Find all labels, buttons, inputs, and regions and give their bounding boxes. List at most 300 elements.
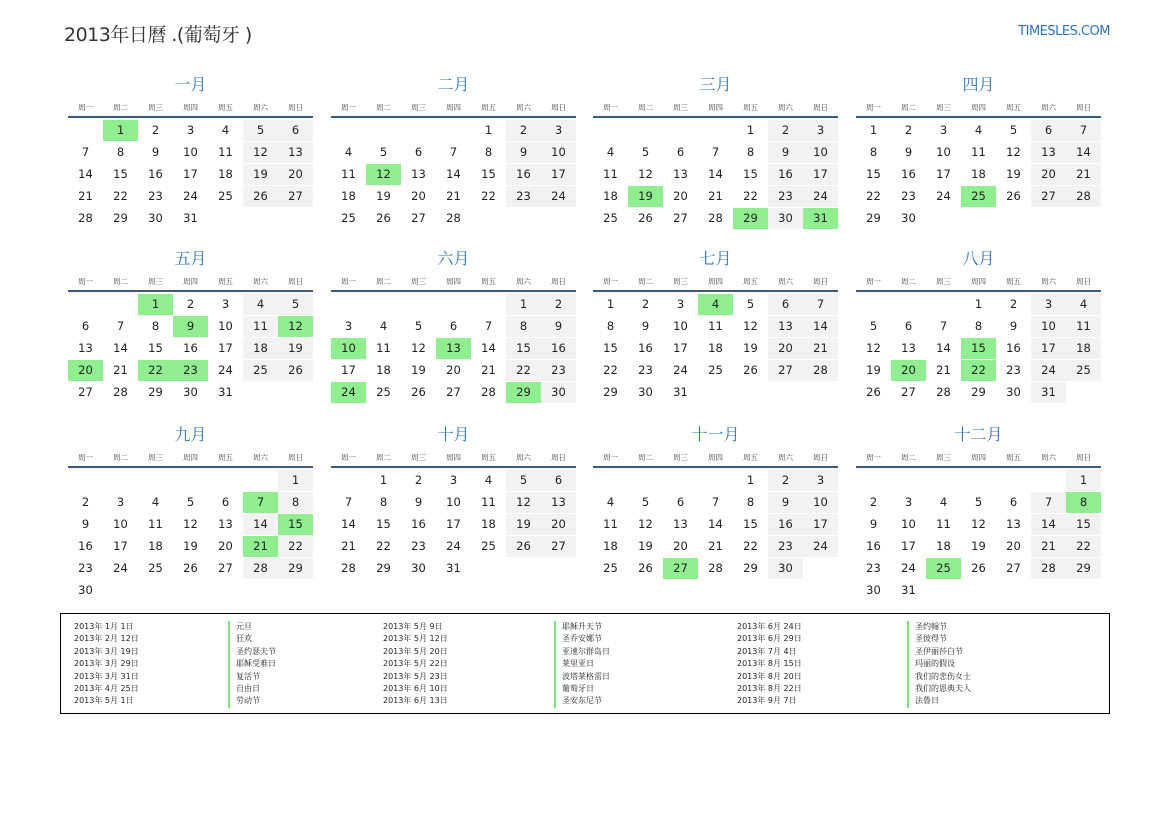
- page-title: 2013年日曆 .(葡萄牙 ): [64, 24, 252, 46]
- day-cell: 31: [1031, 382, 1066, 403]
- day-cell: 18: [218, 167, 233, 181]
- day-cell: 29: [971, 385, 986, 399]
- day-cell: 12: [278, 316, 313, 337]
- holiday-name: 圣伊丽莎白节: [915, 646, 963, 656]
- day-cell: 14: [1066, 142, 1101, 163]
- weekday-label: 周六: [253, 277, 268, 286]
- weekday-label: 周二: [901, 103, 916, 112]
- day-cell: 21: [708, 539, 723, 553]
- day-cell: 25: [926, 558, 961, 579]
- day-cell: 29: [733, 208, 768, 229]
- day-cell: 13: [218, 517, 233, 531]
- day-cell: 16: [768, 514, 803, 535]
- weekday-label: 周三: [673, 277, 688, 286]
- day-cell: 21: [341, 539, 356, 553]
- holiday-date: 2013年 5月 23日: [383, 671, 448, 681]
- day-cell: 12: [638, 517, 653, 531]
- weekday-label: 周四: [183, 277, 198, 286]
- day-cell: 2: [768, 470, 803, 491]
- day-cell: 26: [866, 385, 881, 399]
- day-cell: 11: [603, 517, 618, 531]
- day-cell: 7: [711, 495, 720, 509]
- day-cell: 28: [708, 211, 723, 225]
- day-cell: 18: [1066, 338, 1101, 359]
- day-cell: 12: [971, 517, 986, 531]
- holiday-date: 2013年 6月 10日: [383, 683, 448, 693]
- day-cell: 8: [746, 495, 755, 509]
- day-cell: 22: [278, 536, 313, 557]
- day-cell: 15: [743, 167, 758, 181]
- day-cell: 28: [1066, 186, 1101, 207]
- day-cell: 31: [673, 385, 688, 399]
- day-cell: 31: [446, 561, 461, 575]
- day-cell: 2: [869, 495, 878, 509]
- day-cell: 31: [218, 385, 233, 399]
- day-cell: 7: [803, 294, 838, 315]
- day-cell: 2: [904, 123, 913, 137]
- holiday-date: 2013年 3月 19日: [74, 646, 139, 656]
- day-cell: 5: [641, 495, 650, 509]
- day-cell: 18: [936, 539, 951, 553]
- day-cell: 1: [869, 123, 878, 137]
- weekday-label: 周六: [778, 453, 793, 462]
- day-cell: 21: [78, 189, 93, 203]
- day-cell: 12: [866, 341, 881, 355]
- day-cell: 23: [506, 186, 541, 207]
- day-cell: 19: [411, 363, 426, 377]
- weekday-header: [331, 452, 576, 464]
- day-cell: 26: [183, 561, 198, 575]
- day-cell: 17: [936, 167, 951, 181]
- day-cell: 6: [676, 145, 685, 159]
- month-divider: [68, 290, 313, 292]
- day-cell: 29: [113, 211, 128, 225]
- day-cell: 23: [768, 536, 803, 557]
- day-cell: 4: [1066, 294, 1101, 315]
- day-cell: 7: [711, 145, 720, 159]
- weekday-label: 周五: [218, 277, 233, 286]
- day-cell: 29: [506, 382, 541, 403]
- day-cell: 4: [243, 294, 278, 315]
- weekday-label: 周五: [1006, 103, 1021, 112]
- weekday-label: 周五: [481, 103, 496, 112]
- day-cell: 3: [116, 495, 125, 509]
- day-cell: 10: [446, 495, 461, 509]
- holiday-name: 波塔莱格雷日: [562, 671, 610, 681]
- day-cell: 15: [113, 167, 128, 181]
- holiday-name: 葡萄牙日: [562, 683, 594, 693]
- weekday-label: 周二: [376, 103, 391, 112]
- day-cell: 16: [901, 167, 916, 181]
- holiday-dates-column-3: [737, 621, 802, 708]
- weekday-label: 周一: [341, 453, 356, 462]
- day-cell: 1: [138, 294, 173, 315]
- weekday-header: [856, 276, 1101, 288]
- day-cell: 30: [768, 558, 803, 579]
- month-title: 二月: [437, 75, 470, 94]
- weekday-label: 周一: [866, 453, 881, 462]
- day-cell: 3: [803, 120, 838, 141]
- day-cell: 12: [506, 492, 541, 513]
- weekday-label: 周四: [446, 277, 461, 286]
- day-cell: 1: [974, 297, 983, 311]
- day-cell: 17: [183, 167, 198, 181]
- day-cell: 19: [506, 514, 541, 535]
- weekday-label: 周二: [901, 453, 916, 462]
- day-cell: 4: [606, 145, 615, 159]
- weekday-label: 周四: [183, 453, 198, 462]
- day-cell: 11: [148, 517, 163, 531]
- day-cell: 9: [541, 316, 576, 337]
- day-cell: 15: [1066, 514, 1101, 535]
- day-cell: 24: [673, 363, 688, 377]
- day-cell: 3: [186, 123, 195, 137]
- day-cell: 12: [411, 341, 426, 355]
- day-cell: 5: [379, 145, 388, 159]
- day-cell: 4: [939, 495, 948, 509]
- day-cell: 1: [1066, 470, 1101, 491]
- holiday-date: 2013年 1月 1日: [74, 622, 134, 631]
- day-cell: 18: [708, 341, 723, 355]
- day-cell: 13: [78, 341, 93, 355]
- weekday-label: 周二: [638, 103, 653, 112]
- weekday-label: 周三: [411, 103, 426, 112]
- day-cell: 27: [673, 211, 688, 225]
- day-cell: 15: [603, 341, 618, 355]
- day-cell: 9: [869, 517, 878, 531]
- day-cell: 17: [673, 341, 688, 355]
- holiday-date: 2013年 6月 13日: [383, 696, 448, 706]
- day-cell: 8: [869, 145, 878, 159]
- month-title: 十二月: [954, 425, 1003, 444]
- month-title: 三月: [699, 75, 732, 94]
- day-cell: 22: [481, 189, 496, 203]
- day-cell: 6: [904, 319, 913, 333]
- day-cell: 7: [81, 145, 90, 159]
- day-cell: 8: [1066, 492, 1101, 513]
- weekday-label: 周四: [971, 453, 986, 462]
- day-cell: 9: [768, 142, 803, 163]
- day-cell: 6: [221, 495, 230, 509]
- weekday-label: 周日: [288, 277, 303, 286]
- day-cell: 21: [1031, 536, 1066, 557]
- day-cell: 23: [411, 539, 426, 553]
- month-divider: [593, 290, 838, 292]
- day-cell: 16: [78, 539, 93, 553]
- weekday-label: 周二: [113, 453, 128, 462]
- day-cell: 25: [961, 186, 996, 207]
- day-cell: 8: [606, 319, 615, 333]
- day-cell: 23: [541, 360, 576, 381]
- day-cell: 7: [484, 319, 493, 333]
- day-cell: 20: [1031, 164, 1066, 185]
- day-cell: 15: [506, 338, 541, 359]
- day-cell: 20: [768, 338, 803, 359]
- day-cell: 14: [243, 514, 278, 535]
- weekday-label: 周六: [1041, 103, 1056, 112]
- weekday-label: 周日: [551, 453, 566, 462]
- day-cell: 9: [81, 517, 90, 531]
- weekday-label: 周日: [551, 103, 566, 112]
- day-cell: 17: [803, 514, 838, 535]
- day-cell: 9: [641, 319, 650, 333]
- weekday-label: 周四: [183, 103, 198, 112]
- day-cell: 6: [278, 120, 313, 141]
- day-cell: 7: [344, 495, 353, 509]
- holiday-name: 玛丽的假设: [915, 659, 955, 669]
- holiday-name: 自由日: [236, 683, 260, 693]
- site-link[interactable]: TIMESLES.COM: [1018, 24, 1110, 39]
- day-cell: 11: [1066, 316, 1101, 337]
- day-cell: 15: [481, 167, 496, 181]
- day-cell: 21: [446, 189, 461, 203]
- day-cell: 10: [1031, 316, 1066, 337]
- weekday-header: [856, 452, 1101, 464]
- holiday-date: 2013年 6月 29日: [737, 634, 802, 644]
- month-title: 十一月: [691, 425, 740, 444]
- holiday-names-column-2: [554, 621, 610, 708]
- day-cell: 11: [708, 319, 723, 333]
- day-cell: 9: [904, 145, 913, 159]
- weekday-label: 周二: [376, 453, 391, 462]
- day-cell: 29: [743, 561, 758, 575]
- weekday-label: 周六: [778, 277, 793, 286]
- holiday-date: 2013年 5月 1日: [74, 696, 134, 706]
- day-cell: 22: [376, 539, 391, 553]
- day-cell: 12: [1006, 145, 1021, 159]
- day-cell: 14: [341, 517, 356, 531]
- day-cell: 26: [243, 186, 278, 207]
- day-cell: 30: [541, 382, 576, 403]
- day-cell: 21: [243, 536, 278, 557]
- day-cell: 13: [673, 167, 688, 181]
- day-cell: 14: [936, 341, 951, 355]
- day-cell: 7: [449, 145, 458, 159]
- weekday-label: 周三: [936, 277, 951, 286]
- day-cell: 28: [446, 211, 461, 225]
- day-cell: 25: [148, 561, 163, 575]
- holiday-name: 我们的悲伤女士: [915, 671, 971, 681]
- day-cell: 27: [446, 385, 461, 399]
- weekday-label: 周三: [411, 453, 426, 462]
- day-cell: 3: [541, 120, 576, 141]
- weekday-label: 周五: [743, 103, 758, 112]
- day-cell: 12: [366, 164, 401, 185]
- day-cell: 20: [1006, 539, 1021, 553]
- day-cell: 25: [218, 189, 233, 203]
- day-cell: 4: [698, 294, 733, 315]
- day-cell: 25: [243, 360, 278, 381]
- weekday-label: 周六: [778, 103, 793, 112]
- day-cell: 22: [506, 360, 541, 381]
- day-cell: 21: [803, 338, 838, 359]
- day-cell: 7: [1066, 120, 1101, 141]
- day-cell: 18: [481, 517, 496, 531]
- day-cell: 8: [151, 319, 160, 333]
- day-cell: 14: [113, 341, 128, 355]
- day-cell: 2: [186, 297, 195, 311]
- day-cell: 7: [243, 492, 278, 513]
- day-cell: 6: [768, 294, 803, 315]
- weekday-label: 周日: [813, 277, 828, 286]
- weekday-label: 周三: [148, 103, 163, 112]
- day-cell: 27: [768, 360, 803, 381]
- month-divider: [331, 116, 576, 118]
- weekday-label: 周一: [603, 453, 618, 462]
- day-cell: 11: [603, 167, 618, 181]
- day-cell: 19: [183, 539, 198, 553]
- day-cell: 23: [173, 360, 208, 381]
- day-cell: 16: [411, 517, 426, 531]
- day-cell: 28: [936, 385, 951, 399]
- day-cell: 29: [603, 385, 618, 399]
- day-cell: 21: [1066, 164, 1101, 185]
- month-divider: [331, 466, 576, 468]
- day-cell: 12: [243, 142, 278, 163]
- day-cell: 26: [638, 211, 653, 225]
- day-cell: 13: [411, 167, 426, 181]
- day-cell: 20: [278, 164, 313, 185]
- day-cell: 21: [708, 189, 723, 203]
- day-cell: 22: [113, 189, 128, 203]
- holiday-date: 2013年 8月 15日: [737, 659, 802, 669]
- day-cell: 19: [278, 338, 313, 359]
- day-cell: 1: [606, 297, 615, 311]
- day-cell: 11: [936, 517, 951, 531]
- day-cell: 24: [541, 186, 576, 207]
- day-cell: 19: [743, 341, 758, 355]
- day-cell: 25: [341, 211, 356, 225]
- day-cell: 27: [218, 561, 233, 575]
- weekday-label: 周五: [743, 277, 758, 286]
- day-cell: 1: [746, 123, 755, 137]
- day-cell: 22: [138, 360, 173, 381]
- day-cell: 5: [974, 495, 983, 509]
- day-cell: 7: [939, 319, 948, 333]
- holiday-date: 2013年 2月 12日: [74, 634, 139, 644]
- day-cell: 10: [673, 319, 688, 333]
- weekday-label: 周三: [411, 277, 426, 286]
- day-cell: 13: [278, 142, 313, 163]
- weekday-label: 周四: [708, 103, 723, 112]
- day-cell: 30: [1006, 385, 1021, 399]
- weekday-label: 周五: [743, 453, 758, 462]
- day-cell: 9: [768, 492, 803, 513]
- holiday-date: 2013年 9月 7日: [737, 696, 797, 706]
- day-cell: 7: [116, 319, 125, 333]
- day-cell: 19: [971, 539, 986, 553]
- day-cell: 28: [1031, 558, 1066, 579]
- day-cell: 8: [278, 492, 313, 513]
- day-cell: 10: [331, 338, 366, 359]
- day-cell: 21: [481, 363, 496, 377]
- day-cell: 4: [606, 495, 615, 509]
- day-cell: 16: [148, 167, 163, 181]
- weekday-label: 周四: [446, 453, 461, 462]
- weekday-header: [856, 102, 1101, 114]
- weekday-label: 周五: [1006, 453, 1021, 462]
- weekday-label: 周日: [1076, 453, 1091, 462]
- day-cell: 10: [901, 517, 916, 531]
- holiday-name: 法鲁日: [915, 696, 939, 706]
- day-cell: 18: [341, 189, 356, 203]
- holiday-date: 2013年 5月 9日: [383, 622, 443, 631]
- day-cell: 4: [379, 319, 388, 333]
- day-cell: 8: [506, 316, 541, 337]
- day-cell: 13: [673, 517, 688, 531]
- day-cell: 3: [803, 470, 838, 491]
- weekday-label: 周一: [866, 103, 881, 112]
- weekday-label: 周六: [516, 453, 531, 462]
- weekday-header: [68, 102, 313, 114]
- day-cell: 3: [221, 297, 230, 311]
- weekday-label: 周五: [1006, 277, 1021, 286]
- day-cell: 17: [341, 363, 356, 377]
- holiday-date: 2013年 8月 20日: [737, 671, 802, 681]
- day-cell: 31: [901, 583, 916, 597]
- day-cell: 24: [331, 382, 366, 403]
- day-cell: 30: [78, 583, 93, 597]
- day-cell: 4: [151, 495, 160, 509]
- day-cell: 18: [243, 338, 278, 359]
- day-cell: 2: [1009, 297, 1018, 311]
- day-cell: 2: [641, 297, 650, 311]
- day-cell: 10: [218, 319, 233, 333]
- day-cell: 27: [278, 186, 313, 207]
- day-cell: 15: [743, 517, 758, 531]
- weekday-label: 周一: [603, 103, 618, 112]
- month-title: 一月: [174, 75, 207, 94]
- day-cell: 15: [866, 167, 881, 181]
- day-cell: 16: [1006, 341, 1021, 355]
- day-cell: 7: [1031, 492, 1066, 513]
- day-cell: 9: [151, 145, 160, 159]
- day-cell: 26: [971, 561, 986, 575]
- day-cell: 28: [243, 558, 278, 579]
- day-cell: 5: [641, 145, 650, 159]
- day-cell: 3: [344, 319, 353, 333]
- day-cell: 23: [866, 561, 881, 575]
- day-cell: 29: [866, 211, 881, 225]
- day-cell: 29: [1066, 558, 1101, 579]
- weekday-label: 周六: [1041, 453, 1056, 462]
- month-title: 四月: [962, 75, 995, 94]
- day-cell: 6: [676, 495, 685, 509]
- day-cell: 5: [414, 319, 423, 333]
- day-cell: 2: [768, 120, 803, 141]
- day-cell: 16: [866, 539, 881, 553]
- day-cell: 22: [603, 363, 618, 377]
- day-cell: 6: [541, 470, 576, 491]
- day-cell: 4: [344, 145, 353, 159]
- holiday-name: 劳动节: [236, 696, 260, 706]
- day-cell: 23: [78, 561, 93, 575]
- month-divider: [856, 116, 1101, 118]
- day-cell: 24: [901, 561, 916, 575]
- holiday-date: 2013年 5月 12日: [383, 634, 448, 644]
- day-cell: 6: [81, 319, 90, 333]
- holiday-names-column-3: [907, 621, 971, 708]
- holiday-name: 圣约瑟夫节: [236, 646, 276, 656]
- month-title: 六月: [437, 249, 470, 268]
- day-cell: 14: [1031, 514, 1066, 535]
- weekday-header: [593, 276, 838, 288]
- day-cell: 20: [446, 363, 461, 377]
- holiday-date: 2013年 5月 20日: [383, 646, 448, 656]
- day-cell: 2: [81, 495, 90, 509]
- day-cell: 1: [746, 473, 755, 487]
- day-cell: 22: [1066, 536, 1101, 557]
